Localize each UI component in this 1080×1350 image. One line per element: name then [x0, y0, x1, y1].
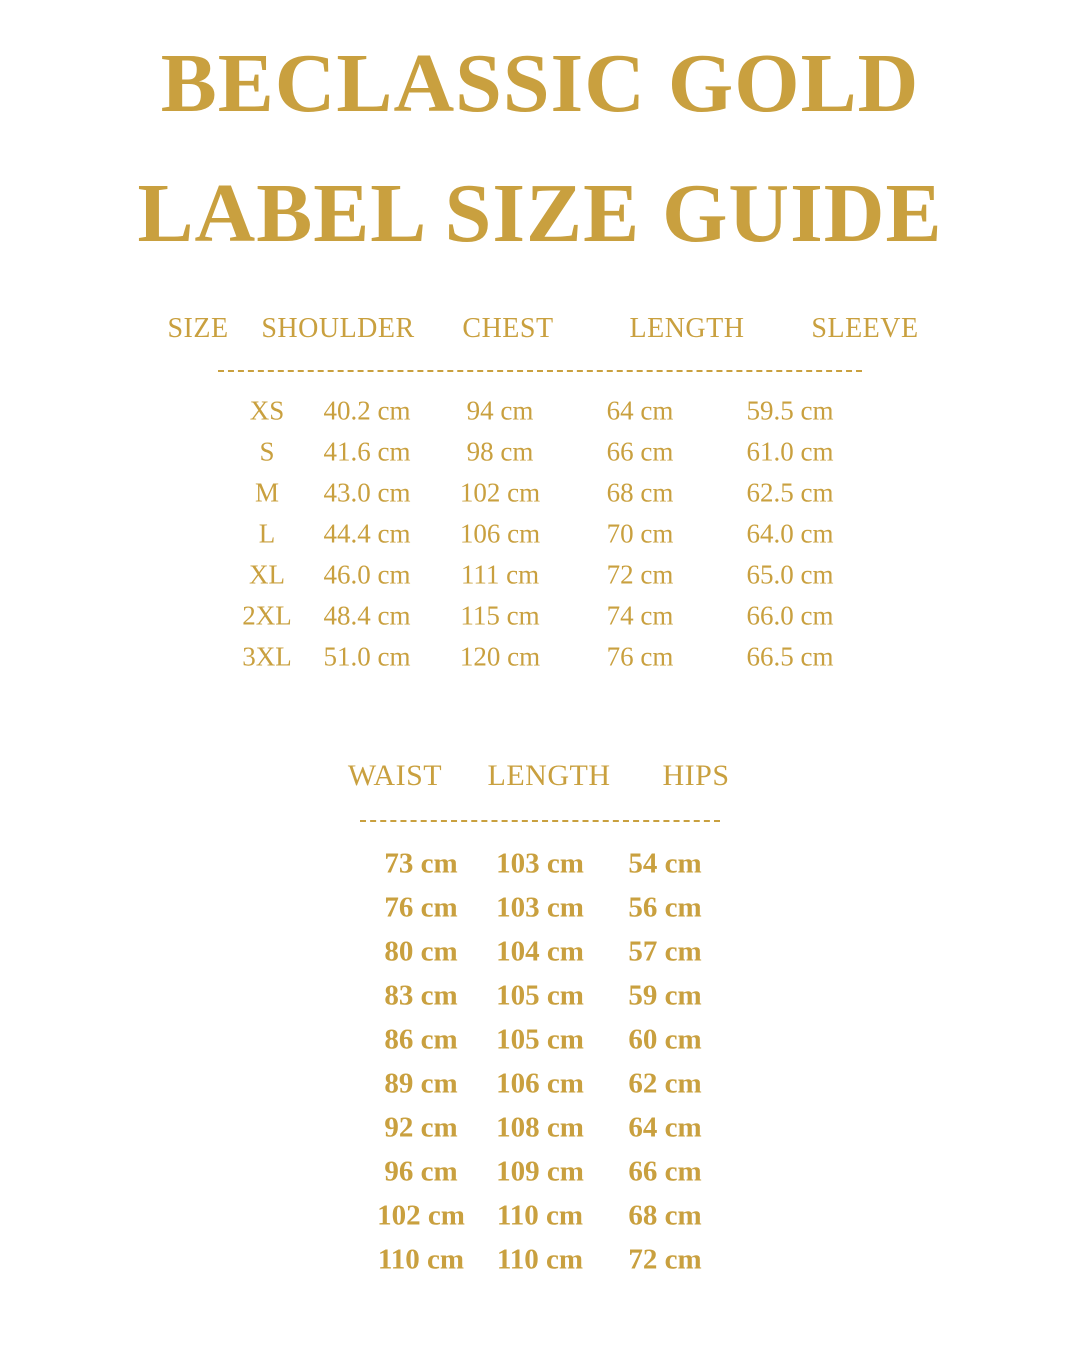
cell-size: 2XL	[242, 600, 292, 631]
cell-chest: 102 cm	[459, 477, 541, 508]
header-sleeve: SLEEVE	[811, 313, 919, 344]
cell-shoulder: 48.4 cm	[323, 600, 411, 631]
cell-shoulder: 41.6 cm	[323, 436, 411, 467]
cell-waist: 80 cm	[384, 935, 458, 968]
cell-waist: 110 cm	[377, 1243, 465, 1276]
bottom-table-divider	[360, 820, 720, 822]
cell-length: 74 cm	[606, 600, 674, 631]
cell-sleeve: 62.5 cm	[746, 477, 834, 508]
cell-waist: 83 cm	[384, 979, 458, 1012]
cell-size: L	[258, 518, 276, 549]
cell-chest: 115 cm	[460, 600, 540, 631]
cell-hips: 62 cm	[628, 1067, 702, 1100]
cell-waist: 89 cm	[384, 1067, 458, 1100]
cell-hips: 60 cm	[628, 1023, 702, 1056]
cell-shoulder: 51.0 cm	[323, 641, 411, 672]
cell-shoulder: 46.0 cm	[323, 559, 411, 590]
cell-sleeve: 66.0 cm	[746, 600, 834, 631]
cell-waist: 102 cm	[377, 1199, 465, 1232]
cell-chest: 120 cm	[459, 641, 541, 672]
cell-sleeve: 64.0 cm	[746, 518, 834, 549]
cell-chest: 98 cm	[466, 436, 534, 467]
cell-hips: 54 cm	[628, 847, 702, 880]
cell-hips: 68 cm	[628, 1199, 702, 1232]
header-length: LENGTH	[487, 759, 611, 792]
cell-length: 70 cm	[606, 518, 674, 549]
title-line-1: BECLASSIC GOLD	[160, 37, 920, 130]
cell-length: 106 cm	[496, 1067, 584, 1100]
cell-chest: 94 cm	[466, 395, 534, 426]
cell-waist: 76 cm	[384, 891, 458, 924]
cell-length: 66 cm	[606, 436, 674, 467]
cell-length: 104 cm	[496, 935, 584, 968]
cell-length: 110 cm	[496, 1199, 584, 1232]
cell-hips: 64 cm	[628, 1111, 702, 1144]
cell-shoulder: 44.4 cm	[323, 518, 411, 549]
top-table-divider	[218, 370, 862, 372]
cell-length: 72 cm	[606, 559, 674, 590]
header-size: SIZE	[167, 313, 229, 344]
cell-hips: 56 cm	[628, 891, 702, 924]
cell-shoulder: 43.0 cm	[323, 477, 411, 508]
cell-length: 108 cm	[496, 1111, 584, 1144]
header-hips: HIPS	[662, 759, 730, 792]
cell-sleeve: 61.0 cm	[746, 436, 834, 467]
cell-size: S	[259, 436, 275, 467]
cell-sleeve: 66.5 cm	[746, 641, 834, 672]
cell-length: 110 cm	[496, 1243, 584, 1276]
header-shoulder: SHOULDER	[261, 313, 415, 344]
header-length: LENGTH	[629, 313, 745, 344]
cell-length: 103 cm	[496, 891, 584, 924]
cell-hips: 66 cm	[628, 1155, 702, 1188]
cell-hips: 57 cm	[628, 935, 702, 968]
cell-hips: 72 cm	[628, 1243, 702, 1276]
cell-length: 105 cm	[496, 1023, 584, 1056]
cell-size: M	[254, 477, 280, 508]
cell-size: 3XL	[242, 641, 292, 672]
cell-waist: 86 cm	[384, 1023, 458, 1056]
cell-length: 109 cm	[496, 1155, 584, 1188]
cell-length: 103 cm	[496, 847, 584, 880]
cell-size: XS	[249, 395, 285, 426]
cell-sleeve: 59.5 cm	[746, 395, 834, 426]
cell-chest: 106 cm	[459, 518, 541, 549]
header-waist: WAIST	[347, 759, 443, 792]
cell-shoulder: 40.2 cm	[323, 395, 411, 426]
cell-length: 105 cm	[496, 979, 584, 1012]
cell-waist: 92 cm	[384, 1111, 458, 1144]
cell-sleeve: 65.0 cm	[746, 559, 834, 590]
cell-length: 64 cm	[606, 395, 674, 426]
cell-chest: 111 cm	[460, 559, 540, 590]
cell-length: 68 cm	[606, 477, 674, 508]
cell-size: XL	[249, 559, 285, 590]
cell-waist: 96 cm	[384, 1155, 458, 1188]
cell-length: 76 cm	[606, 641, 674, 672]
cell-waist: 73 cm	[384, 847, 458, 880]
cell-hips: 59 cm	[628, 979, 702, 1012]
header-chest: CHEST	[462, 313, 554, 344]
title-line-2: LABEL SIZE GUIDE	[137, 167, 943, 260]
